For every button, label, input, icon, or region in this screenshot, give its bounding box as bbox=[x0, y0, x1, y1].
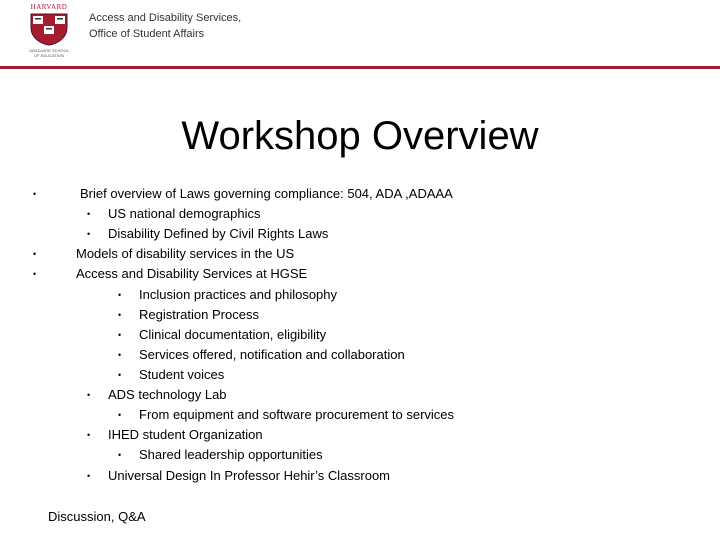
bullet-leadership: Shared leadership opportunities bbox=[139, 447, 323, 462]
harvard-logo bbox=[24, 3, 74, 63]
bullet-demographics: US national demographics bbox=[108, 206, 261, 221]
bullet-equipment: From equipment and software procurement to services bbox=[139, 407, 455, 422]
bullet-dot: • bbox=[118, 310, 122, 320]
bullet-dot: • bbox=[118, 410, 122, 420]
bullet-dot: • bbox=[87, 471, 91, 481]
logo-subtitle-line2: OF EDUCATION bbox=[34, 53, 64, 58]
bullet-ads-hgse: Access and Disability Services at HGSE bbox=[76, 266, 308, 281]
logo-subtitle bbox=[24, 48, 74, 58]
bullet-inclusion: Inclusion practices and philosophy bbox=[139, 287, 338, 302]
slide-title: Workshop Overview bbox=[181, 114, 539, 158]
office-name bbox=[89, 10, 241, 42]
discussion-footer: Discussion, Q&A bbox=[48, 509, 146, 524]
bullet-registration: Registration Process bbox=[139, 307, 259, 322]
bullet-services: Services offered, notification and collaboration bbox=[139, 347, 405, 362]
bullet-ihed: IHED student Organization bbox=[108, 427, 263, 442]
bullet-dot: • bbox=[33, 269, 37, 279]
logo-wordmark: HARVARD bbox=[30, 3, 68, 11]
bullet-dot: • bbox=[33, 249, 37, 259]
bullet-dot: • bbox=[87, 209, 91, 219]
header bbox=[0, 0, 720, 68]
office-name-line2: Office of Student Affairs bbox=[89, 28, 205, 40]
bullet-dot: • bbox=[118, 330, 122, 340]
bullet-dot: • bbox=[33, 189, 37, 199]
logo-subtitle-line1: GRADUATE SCHOOL bbox=[29, 48, 69, 53]
bullet-dot: • bbox=[118, 290, 122, 300]
bullet-dot: • bbox=[118, 350, 122, 360]
bullet-models: Models of disability services in the US bbox=[76, 246, 295, 261]
bullet-dot: • bbox=[118, 450, 122, 460]
bullet-clinical: Clinical documentation, eligibility bbox=[139, 327, 327, 342]
bullet-student-voices: Student voices bbox=[139, 367, 225, 382]
shield-icon bbox=[29, 12, 69, 46]
bullet-dot: • bbox=[87, 430, 91, 440]
header-rule bbox=[0, 66, 720, 69]
bullet-tech-lab: ADS technology Lab bbox=[108, 387, 227, 402]
bullet-dot: • bbox=[87, 229, 91, 239]
bullet-disability-defined: Disability Defined by Civil Rights Laws bbox=[108, 226, 329, 241]
bullet-dot: • bbox=[87, 390, 91, 400]
bullet-universal-design: Universal Design In Professor Hehir’s Classroom bbox=[108, 468, 391, 483]
office-name-line1: Access and Disability Services, bbox=[89, 12, 242, 24]
bullet-laws: Brief overview of Laws governing compliance: 504, ADA ,ADAAA bbox=[80, 186, 453, 201]
bullet-dot: • bbox=[118, 370, 122, 380]
